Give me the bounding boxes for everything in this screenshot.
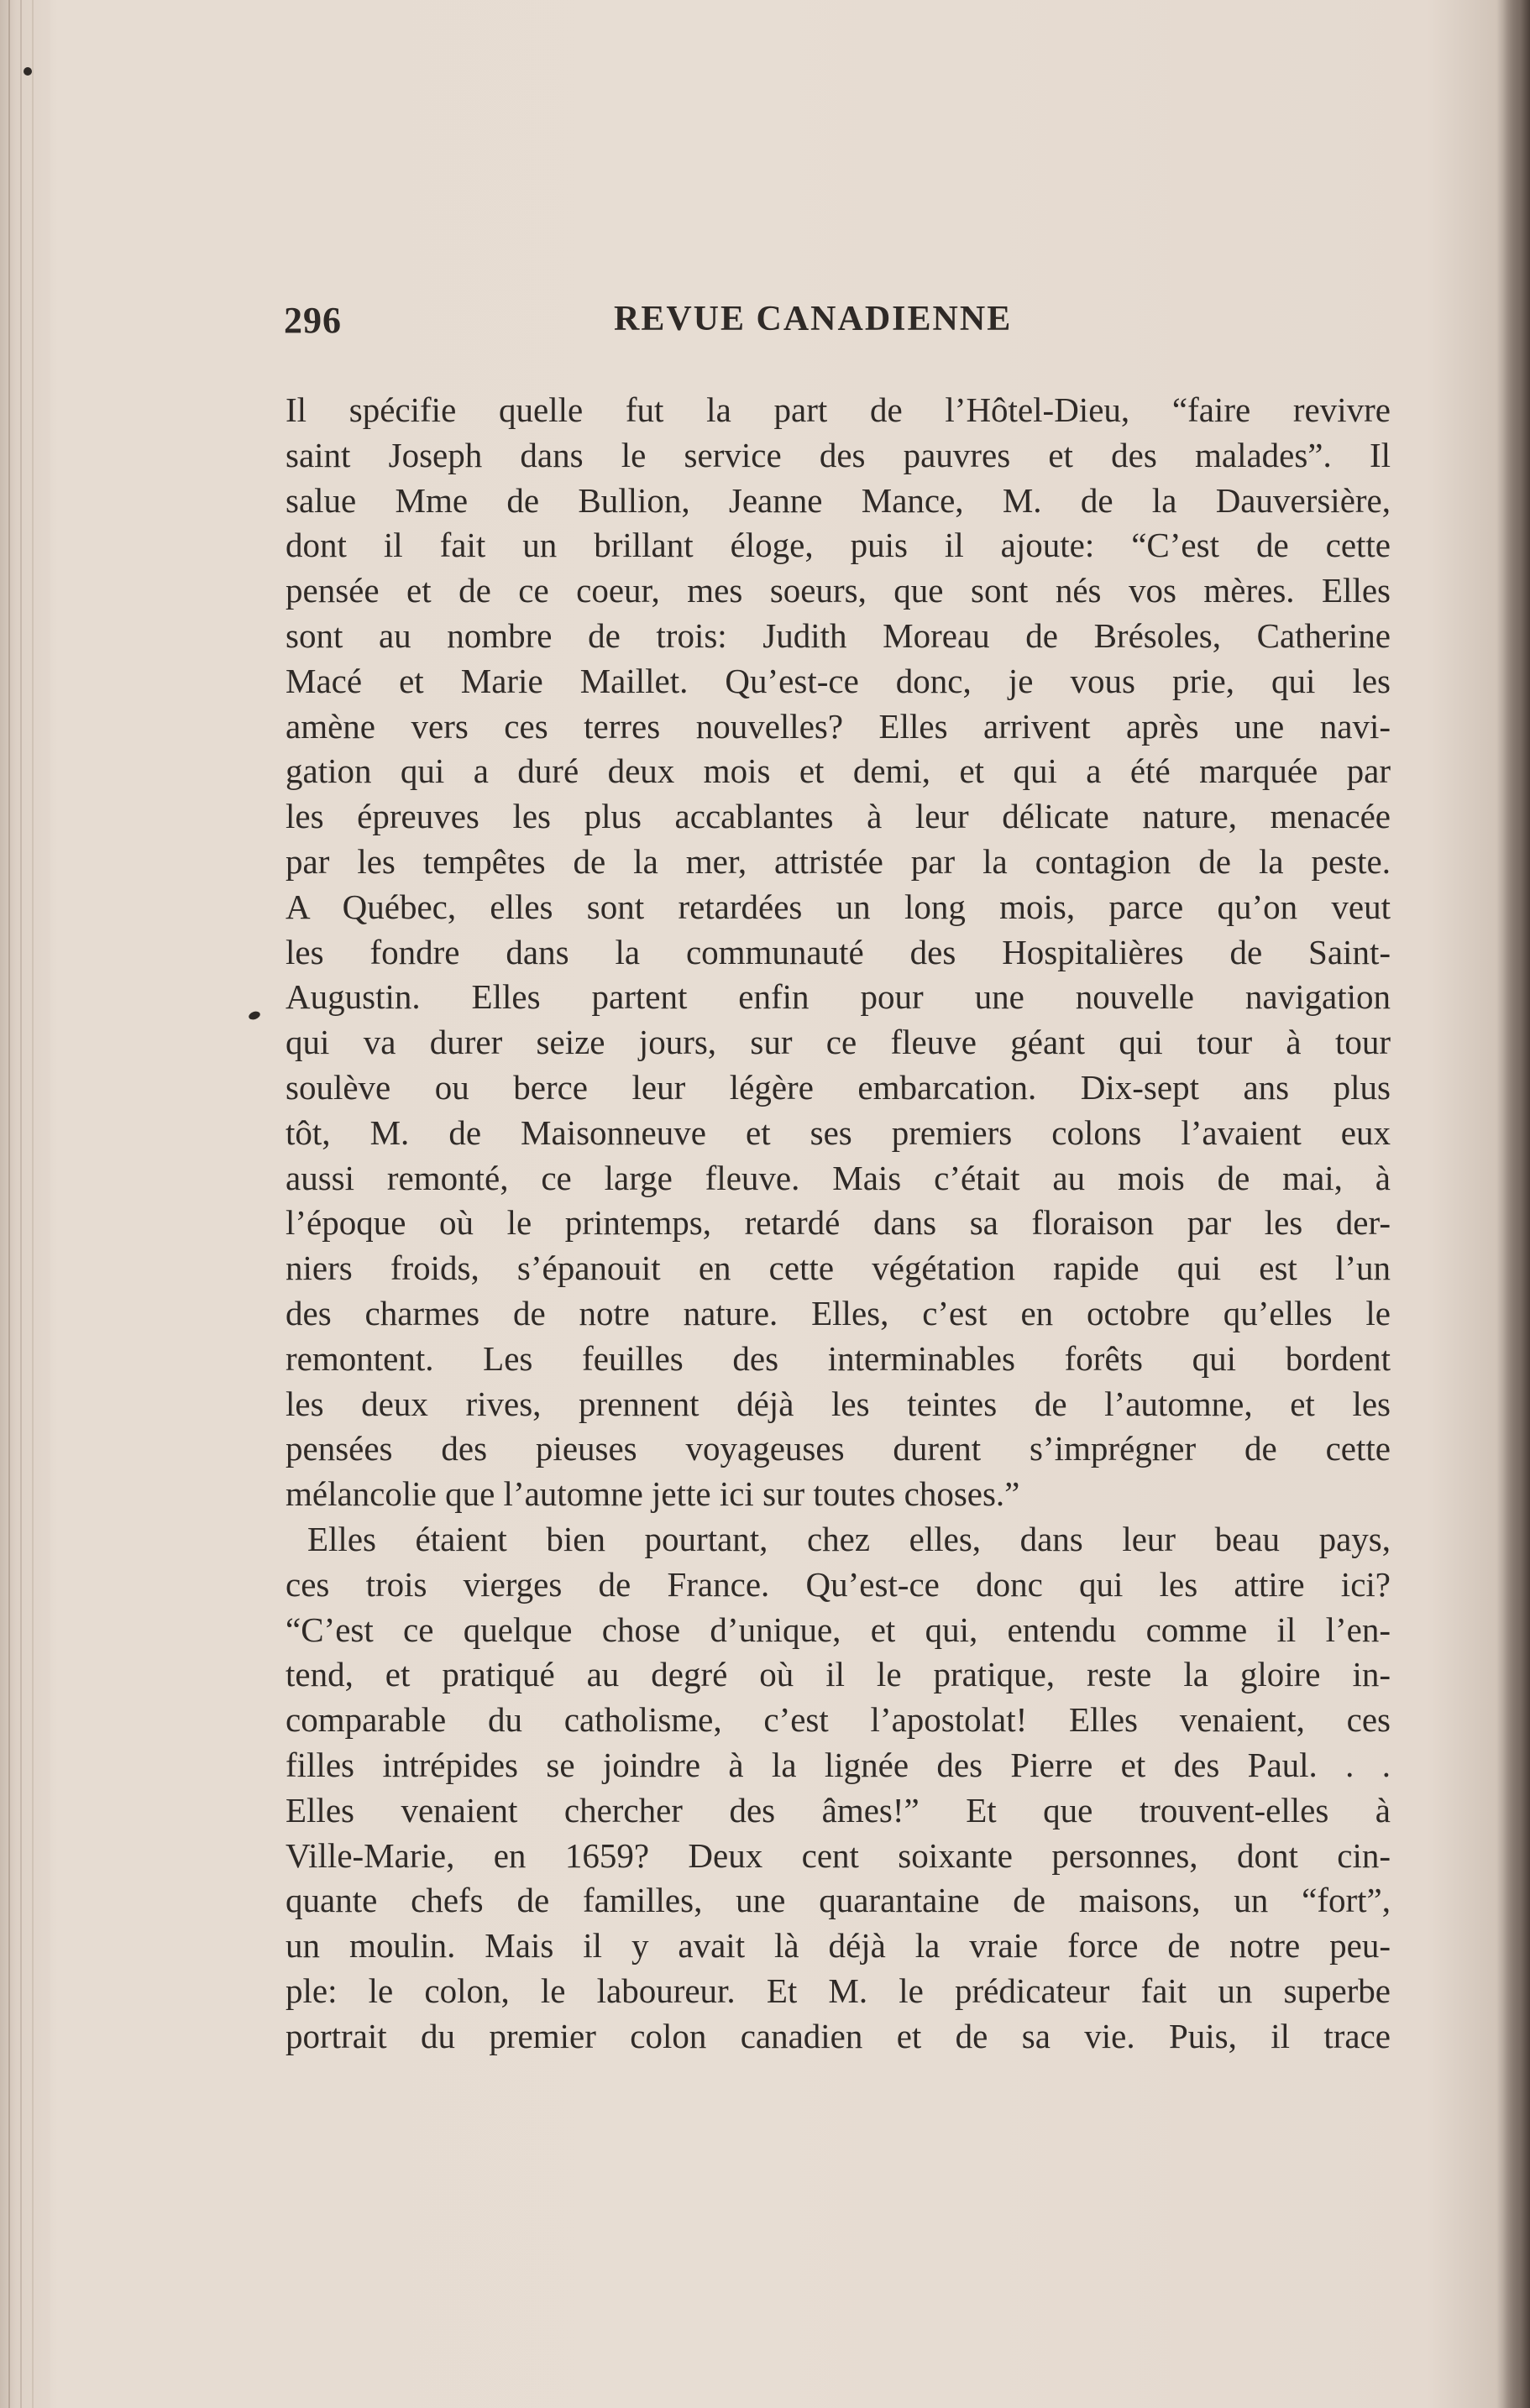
text-line: des charmes de notre nature. Elles, c’est en octobre qu’elles le (286, 1293, 1391, 1332)
paragraph-first-line: Elles étaient bien pourtant, chez elles, dans leur beau pays, (307, 1519, 1391, 1558)
text-line: sont au nombre de trois: Judith Moreau de Brésoles, Catherine (286, 615, 1391, 655)
text-line: A Québec, elles sont retardées un long mois, parce qu’on veut (286, 887, 1391, 926)
text-line: les deux rives, prennent déjà les teintes de l’automne, et les (286, 1384, 1391, 1423)
binding-line (32, 0, 34, 2408)
ink-spot (24, 67, 32, 76)
text-line: soulève ou berce leur légère embarcation. Dix-sept ans plus (286, 1067, 1391, 1107)
text-line: amène vers ces terres nouvelles? Elles arrivent après une navi- (286, 706, 1391, 746)
text-line: Il spécifie quelle fut la part de l’Hôtel-Dieu, “faire revivre (286, 390, 1391, 429)
text-line: qui va durer seize jours, sur ce fleuve géant qui tour à tour (286, 1023, 1391, 1062)
binding-line (8, 0, 10, 2408)
text-line: Macé et Marie Maillet. Qu’est-ce donc, je vous prie, qui les (286, 661, 1391, 700)
page-right-shadow (1496, 0, 1530, 2408)
page-header (284, 299, 1066, 349)
text-line: un moulin. Mais il y avait là déjà la vraie force de notre peu- (286, 1926, 1391, 1966)
text-line: les épreuves les plus accablantes à leur délicate nature, menacée (286, 797, 1391, 836)
text-line: ces trois vierges de France. Qu’est-ce donc qui les attire ici? (286, 1564, 1391, 1604)
binding-line (20, 0, 22, 2408)
text-line: mélancolie que l’automne jette ici sur toutes choses.” (286, 1474, 1020, 1514)
text-line: remontent. Les feuilles des interminables forêts qui bordent (286, 1338, 1391, 1378)
text-line: pensée et de ce coeur, mes soeurs, que sont nés vos mères. Elles (286, 571, 1391, 610)
text-line: Ville-Marie, en 1659? Deux cent soixante personnes, dont cin- (286, 1835, 1391, 1875)
text-line: tend, et pratiqué au degré où il le pratique, reste la gloire in- (286, 1655, 1391, 1694)
binding-edge (0, 0, 50, 2408)
text-line: pensées des pieuses voyageuses durent s’imprégner de cette (286, 1429, 1391, 1468)
text-line: tôt, M. de Maisonneuve et ses premiers colons l’avaient eux (286, 1112, 1391, 1152)
text-line: filles intrépides se joindre à la lignée des Pierre et des Paul. . . (286, 1745, 1391, 1784)
text-line: Elles venaient chercher des âmes!” Et que trouvent-elles à (286, 1790, 1391, 1830)
text-line: par les tempêtes de la mer, attristée par la contagion de la peste. (286, 841, 1391, 881)
text-line: salue Mme de Bullion, Jeanne Mance, M. de la Dauversière, (286, 480, 1391, 520)
text-line: comparable du catholisme, c’est l’apostolat! Elles venaient, ces (286, 1700, 1391, 1740)
text-line: quante chefs de familles, une quarantaine de maisons, un “fort”, (286, 1881, 1391, 1920)
text-line: “C’est ce quelque chose d’unique, et qui, entendu comme il l’en- (286, 1610, 1391, 1649)
text-line: les fondre dans la communauté des Hospitalières de Saint- (286, 932, 1391, 971)
text-line: saint Joseph dans le service des pauvres et des malades”. Il (286, 435, 1391, 474)
body-text (286, 388, 1391, 2059)
text-line: dont il fait un brillant éloge, puis il ajoute: “C’est de cette (286, 526, 1391, 565)
text-line: aussi remonté, ce large fleuve. Mais c’était au mois de mai, à (286, 1158, 1391, 1197)
ink-spot (248, 1010, 261, 1021)
text-line: Augustin. Elles partent enfin pour une nouvelle navigation (286, 977, 1391, 1017)
text-line: ple: le colon, le laboureur. Et M. le prédicateur fait un superbe (286, 1971, 1391, 2010)
running-head: REVUE CANADIENNE (614, 300, 1013, 338)
text-line: gation qui a duré deux mois et demi, et qui a été marquée par (286, 751, 1391, 791)
page-number: 296 (284, 300, 342, 341)
text-line: niers froids, s’épanouit en cette végétation rapide qui est l’un (286, 1248, 1391, 1288)
text-line: l’époque où le printemps, retardé dans sa floraison par les der- (286, 1203, 1391, 1243)
text-line: portrait du premier colon canadien et de sa vie. Puis, il trace (286, 2016, 1391, 2055)
